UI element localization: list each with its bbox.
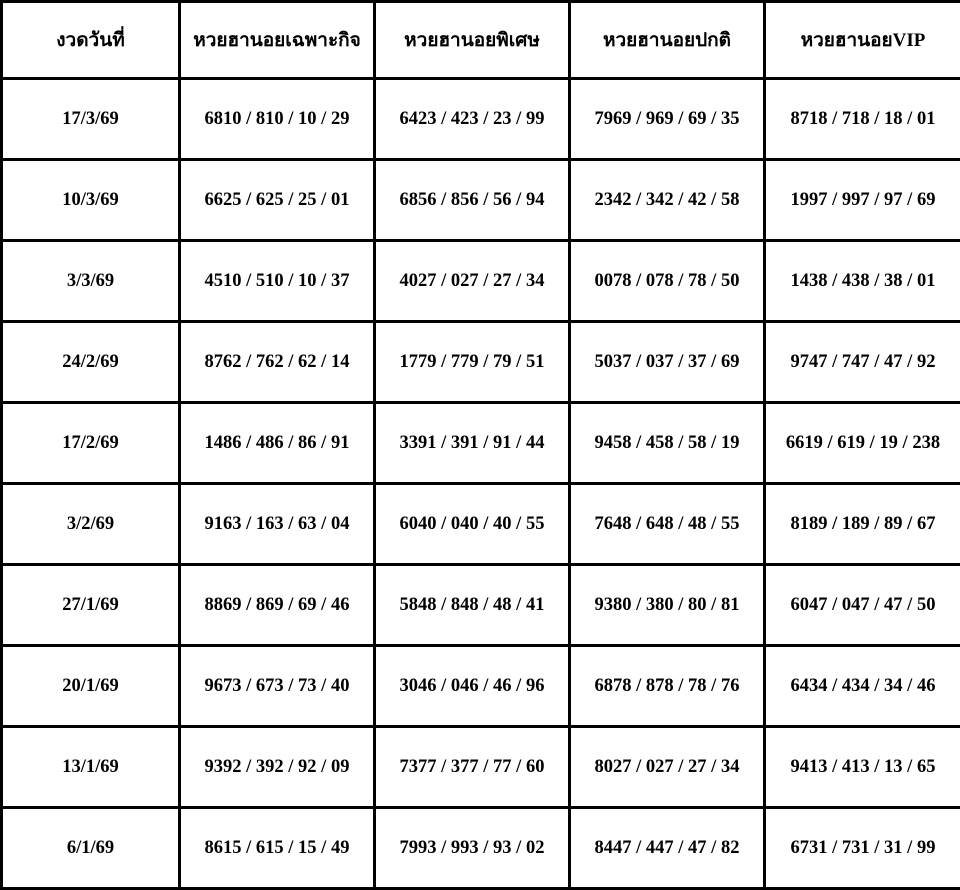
cell-hanoi-regular: 7969 / 969 / 69 / 35 bbox=[570, 79, 765, 160]
cell-draw-date: 3/2/69 bbox=[2, 484, 180, 565]
cell-hanoi-vip: 9413 / 413 / 13 / 65 bbox=[765, 727, 960, 808]
cell-hanoi-special-occasion: 8762 / 762 / 62 / 14 bbox=[180, 322, 375, 403]
cell-draw-date: 10/3/69 bbox=[2, 160, 180, 241]
table-body bbox=[2, 79, 960, 889]
cell-draw-date: 3/3/69 bbox=[2, 241, 180, 322]
cell-hanoi-special: 7993 / 993 / 93 / 02 bbox=[375, 808, 570, 889]
cell-hanoi-special-occasion: 6810 / 810 / 10 / 29 bbox=[180, 79, 375, 160]
cell-draw-date: 20/1/69 bbox=[2, 646, 180, 727]
table-row bbox=[2, 79, 960, 160]
cell-hanoi-special-occasion: 9673 / 673 / 73 / 40 bbox=[180, 646, 375, 727]
cell-hanoi-regular: 7648 / 648 / 48 / 55 bbox=[570, 484, 765, 565]
header-row bbox=[2, 2, 960, 79]
header-draw-date: งวดวันที่ bbox=[2, 2, 180, 79]
cell-hanoi-special-occasion: 6625 / 625 / 25 / 01 bbox=[180, 160, 375, 241]
cell-hanoi-vip: 6434 / 434 / 34 / 46 bbox=[765, 646, 960, 727]
header-hanoi-regular: หวยฮานอยปกติ bbox=[570, 2, 765, 79]
cell-hanoi-vip: 9747 / 747 / 47 / 92 bbox=[765, 322, 960, 403]
table-row bbox=[2, 160, 960, 241]
cell-hanoi-regular: 6878 / 878 / 78 / 76 bbox=[570, 646, 765, 727]
table-row bbox=[2, 565, 960, 646]
table-header bbox=[2, 2, 960, 79]
table-row bbox=[2, 727, 960, 808]
cell-hanoi-regular: 2342 / 342 / 42 / 58 bbox=[570, 160, 765, 241]
cell-hanoi-regular: 8027 / 027 / 27 / 34 bbox=[570, 727, 765, 808]
header-hanoi-special: หวยฮานอยพิเศษ bbox=[375, 2, 570, 79]
cell-hanoi-special: 6856 / 856 / 56 / 94 bbox=[375, 160, 570, 241]
cell-hanoi-regular: 0078 / 078 / 78 / 50 bbox=[570, 241, 765, 322]
cell-hanoi-special: 6423 / 423 / 23 / 99 bbox=[375, 79, 570, 160]
cell-hanoi-vip: 6619 / 619 / 19 / 238 bbox=[765, 403, 960, 484]
cell-hanoi-regular: 9380 / 380 / 80 / 81 bbox=[570, 565, 765, 646]
cell-hanoi-special-occasion: 4510 / 510 / 10 / 37 bbox=[180, 241, 375, 322]
cell-draw-date: 24/2/69 bbox=[2, 322, 180, 403]
table-row bbox=[2, 241, 960, 322]
cell-hanoi-special: 5848 / 848 / 48 / 41 bbox=[375, 565, 570, 646]
cell-draw-date: 13/1/69 bbox=[2, 727, 180, 808]
table-row bbox=[2, 646, 960, 727]
table-row bbox=[2, 322, 960, 403]
cell-hanoi-special-occasion: 9392 / 392 / 92 / 09 bbox=[180, 727, 375, 808]
cell-hanoi-vip: 8718 / 718 / 18 / 01 bbox=[765, 79, 960, 160]
cell-hanoi-special: 6040 / 040 / 40 / 55 bbox=[375, 484, 570, 565]
cell-draw-date: 17/2/69 bbox=[2, 403, 180, 484]
cell-hanoi-vip: 1438 / 438 / 38 / 01 bbox=[765, 241, 960, 322]
cell-hanoi-special: 3391 / 391 / 91 / 44 bbox=[375, 403, 570, 484]
cell-hanoi-special-occasion: 8615 / 615 / 15 / 49 bbox=[180, 808, 375, 889]
cell-hanoi-regular: 8447 / 447 / 47 / 82 bbox=[570, 808, 765, 889]
cell-hanoi-special: 4027 / 027 / 27 / 34 bbox=[375, 241, 570, 322]
cell-hanoi-regular: 5037 / 037 / 37 / 69 bbox=[570, 322, 765, 403]
cell-hanoi-special-occasion: 1486 / 486 / 86 / 91 bbox=[180, 403, 375, 484]
cell-hanoi-special: 7377 / 377 / 77 / 60 bbox=[375, 727, 570, 808]
header-hanoi-special-occasion: หวยฮานอยเฉพาะกิจ bbox=[180, 2, 375, 79]
cell-draw-date: 17/3/69 bbox=[2, 79, 180, 160]
table-row bbox=[2, 808, 960, 889]
cell-hanoi-special: 1779 / 779 / 79 / 51 bbox=[375, 322, 570, 403]
cell-hanoi-special-occasion: 8869 / 869 / 69 / 46 bbox=[180, 565, 375, 646]
cell-hanoi-vip: 8189 / 189 / 89 / 67 bbox=[765, 484, 960, 565]
table-row bbox=[2, 484, 960, 565]
cell-draw-date: 6/1/69 bbox=[2, 808, 180, 889]
header-hanoi-vip: หวยฮานอยVIP bbox=[765, 2, 960, 79]
cell-hanoi-regular: 9458 / 458 / 58 / 19 bbox=[570, 403, 765, 484]
cell-hanoi-special-occasion: 9163 / 163 / 63 / 04 bbox=[180, 484, 375, 565]
cell-draw-date: 27/1/69 bbox=[2, 565, 180, 646]
cell-hanoi-vip: 1997 / 997 / 97 / 69 bbox=[765, 160, 960, 241]
table-row bbox=[2, 403, 960, 484]
cell-hanoi-vip: 6731 / 731 / 31 / 99 bbox=[765, 808, 960, 889]
cell-hanoi-vip: 6047 / 047 / 47 / 50 bbox=[765, 565, 960, 646]
cell-hanoi-special: 3046 / 046 / 46 / 96 bbox=[375, 646, 570, 727]
